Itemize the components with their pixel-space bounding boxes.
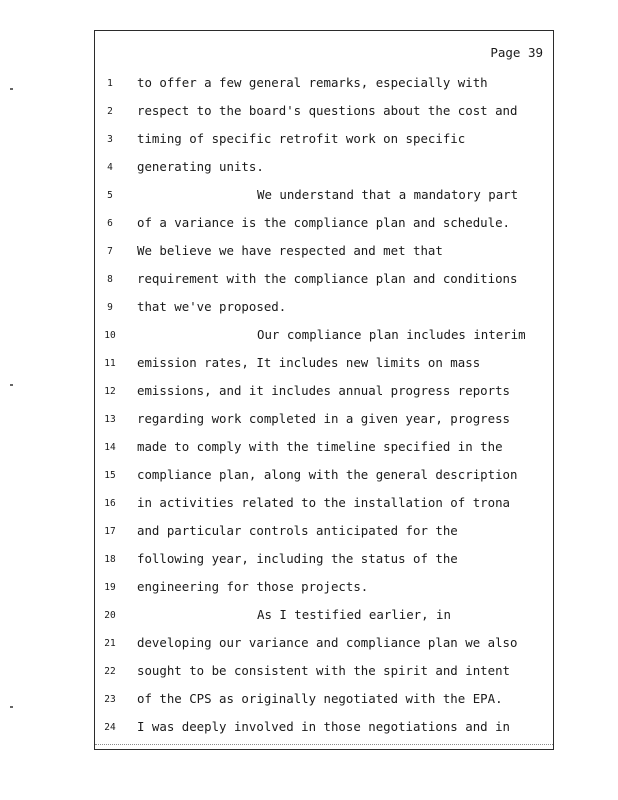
line-number: 8 — [107, 274, 113, 285]
line-text: requirement with the compliance plan and conditions — [137, 271, 518, 286]
line-text: that we've proposed. — [137, 299, 287, 314]
line-text: made to comply with the timeline specified in the — [137, 439, 503, 454]
line-text: and particular controls anticipated for the — [137, 523, 458, 538]
transcript-line — [95, 523, 553, 543]
line-number: 23 — [104, 694, 116, 705]
transcript-line — [95, 215, 553, 235]
page-number: Page 39 — [490, 45, 543, 60]
transcript-line — [95, 635, 553, 655]
transcript-line — [95, 75, 553, 95]
transcript-line — [95, 159, 553, 179]
margin-mark — [10, 384, 13, 386]
line-text: I was deeply involved in those negotiations and in — [137, 719, 510, 734]
line-number: 19 — [104, 582, 116, 593]
transcript-line — [95, 663, 553, 683]
transcript-line — [95, 691, 553, 711]
line-number: 18 — [104, 554, 116, 565]
line-number: 16 — [104, 498, 116, 509]
line-text: emissions, and it includes annual progress reports — [137, 383, 510, 398]
transcript-page-frame — [94, 30, 554, 750]
line-number: 6 — [107, 218, 113, 229]
line-text: generating units. — [137, 159, 264, 174]
line-number: 11 — [104, 358, 116, 369]
line-number: 12 — [104, 386, 116, 397]
transcript-line — [95, 439, 553, 459]
transcript-line — [95, 467, 553, 487]
line-number: 15 — [104, 470, 116, 481]
line-text: compliance plan, along with the general description — [137, 467, 518, 482]
line-text: following year, including the status of the — [137, 551, 458, 566]
transcript-line — [95, 131, 553, 151]
bottom-rule — [95, 744, 553, 745]
transcript-line — [95, 299, 553, 319]
line-text: sought to be consistent with the spirit and intent — [137, 663, 510, 678]
line-text: to offer a few general remarks, especially with — [137, 75, 488, 90]
line-number: 5 — [107, 190, 113, 201]
transcript-line — [95, 327, 553, 347]
transcript-line — [95, 187, 553, 207]
line-number: 2 — [107, 106, 113, 117]
margin-mark — [10, 88, 13, 90]
margin-mark — [10, 706, 13, 708]
line-number: 13 — [104, 414, 116, 425]
line-text: of a variance is the compliance plan and schedule. — [137, 215, 510, 230]
line-text: engineering for those projects. — [137, 579, 369, 594]
line-text: As I testified earlier, in — [257, 607, 451, 622]
line-text: of the CPS as originally negotiated with the EPA. — [137, 691, 503, 706]
line-number: 10 — [104, 330, 116, 341]
line-number: 3 — [107, 134, 113, 145]
line-text: regarding work completed in a given year, progress — [137, 411, 510, 426]
line-number: 22 — [104, 666, 116, 677]
transcript-line — [95, 551, 553, 571]
line-number: 20 — [104, 610, 116, 621]
transcript-line — [95, 411, 553, 431]
line-text: We understand that a mandatory part — [257, 187, 519, 202]
transcript-line — [95, 103, 553, 123]
line-number: 21 — [104, 638, 116, 649]
line-text: developing our variance and compliance plan we also — [137, 635, 518, 650]
transcript-line — [95, 355, 553, 375]
transcript-line — [95, 243, 553, 263]
line-number: 17 — [104, 526, 116, 537]
transcript-line — [95, 719, 553, 739]
line-number: 14 — [104, 442, 116, 453]
line-text: Our compliance plan includes interim — [257, 327, 526, 342]
line-number: 24 — [104, 722, 116, 733]
line-number: 1 — [107, 78, 113, 89]
line-text: We believe we have respected and met that — [137, 243, 443, 258]
line-text: in activities related to the installation of trona — [137, 495, 510, 510]
line-text: emission rates, It includes new limits on mass — [137, 355, 481, 370]
line-text: respect to the board's questions about the cost and — [137, 103, 518, 118]
line-number: 4 — [107, 162, 113, 173]
line-text: timing of specific retrofit work on specific — [137, 131, 466, 146]
line-number: 7 — [107, 246, 113, 257]
transcript-line — [95, 607, 553, 627]
transcript-line — [95, 579, 553, 599]
transcript-line — [95, 383, 553, 403]
transcript-line — [95, 495, 553, 515]
transcript-line — [95, 271, 553, 291]
line-number: 9 — [107, 302, 113, 313]
